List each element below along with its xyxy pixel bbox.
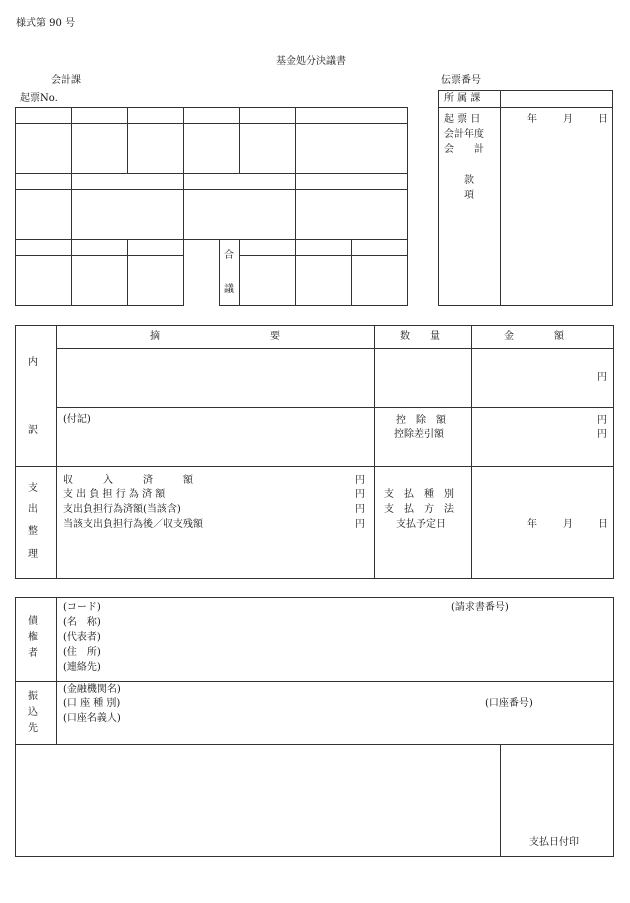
creditor-code: (コード) <box>63 602 101 613</box>
payment-line-1: 収 入 済 額 <box>63 475 193 486</box>
yotei-tsuki: 月 <box>563 519 573 530</box>
payment-line-3: 支出負担行為済額(当該含) <box>63 504 181 515</box>
shozoku-label: 所 属 課 <box>444 93 481 104</box>
payment-line-1-unit: 円 <box>355 475 365 486</box>
creditor-label-1: 債 <box>28 616 38 627</box>
creditor-contact: (連絡先) <box>63 662 101 673</box>
koujogaku-label: 控 除 額 <box>396 415 446 426</box>
kihyo-no-label: 起票No. <box>20 93 58 104</box>
creditor-name: (名 称) <box>63 617 101 628</box>
yotei-nen: 年 <box>527 519 537 530</box>
date-tsuki: 月 <box>563 114 573 125</box>
creditor-representative: (代表者) <box>63 632 101 643</box>
tekiyou-header: 摘 要 <box>150 331 280 342</box>
kan-label: 款 <box>464 175 474 186</box>
approval-gi: 議 <box>224 284 234 295</box>
payment-line-4: 当該支出負担行為後／収支残額 <box>63 519 203 530</box>
date-nen: 年 <box>527 114 537 125</box>
dept-label: 会計課 <box>51 75 81 86</box>
transfer-account-holder: (口座名義人) <box>63 713 121 724</box>
transfer-bank: (金融機関名) <box>63 684 121 695</box>
creditor-label-2: 権 <box>28 632 38 643</box>
suuryou-header: 数 量 <box>400 331 440 342</box>
payment-date-stamp-label: 支払日付印 <box>529 837 579 848</box>
date-hi: 日 <box>598 114 608 125</box>
payment-label-1: 支 <box>28 483 38 494</box>
shiharai-yoteibi-label: 支払予定日 <box>396 519 446 530</box>
transfer-label-1: 振 <box>28 691 38 702</box>
wake-label: 訳 <box>28 425 38 436</box>
transfer-label-2: 込 <box>28 707 38 718</box>
payment-line-4-unit: 円 <box>355 519 365 530</box>
transfer-label-3: 先 <box>28 723 38 734</box>
creditor-address: (住 所) <box>63 647 101 658</box>
form-number: 様式第 90 号 <box>16 18 76 29</box>
kaikei-label: 会 計 <box>444 144 484 155</box>
account-no-label: (口座番号) <box>485 698 533 709</box>
uchi-label: 内 <box>28 357 38 368</box>
payment-line-3-unit: 円 <box>355 504 365 515</box>
approval-gou: 合 <box>224 250 234 261</box>
kaikei-nendo-label: 会計年度 <box>444 129 484 140</box>
transfer-account-type: (口 座 種 別) <box>63 698 121 709</box>
invoice-no-label: (請求書番号) <box>451 602 509 613</box>
yen-unit-3: 円 <box>597 429 607 440</box>
payment-label-3: 整 <box>28 526 38 537</box>
kou-label: 項 <box>464 190 474 201</box>
yen-unit: 円 <box>597 372 607 383</box>
yen-unit-2: 円 <box>597 415 607 426</box>
payment-label-4: 理 <box>28 549 38 560</box>
creditor-label-3: 者 <box>28 648 38 659</box>
koujo-sahiki-label: 控除差引額 <box>394 429 444 440</box>
denpyo-bango-label: 伝票番号 <box>441 75 481 86</box>
shiharai-houhou-label: 支 払 方 法 <box>384 504 454 515</box>
document-title: 基金処分決議書 <box>276 56 346 67</box>
payment-label-2: 出 <box>28 504 38 515</box>
kihyo-bi-label: 起 票 日 <box>444 114 481 125</box>
fuki-label: (付記) <box>63 414 91 425</box>
kingaku-header: 金 額 <box>504 331 564 342</box>
shiharai-shubetsu-label: 支 払 種 別 <box>384 489 454 500</box>
payment-line-2-unit: 円 <box>355 489 365 500</box>
yotei-hi: 日 <box>598 519 608 530</box>
payment-line-2: 支 出 負 担 行 為 済 額 <box>63 489 166 500</box>
